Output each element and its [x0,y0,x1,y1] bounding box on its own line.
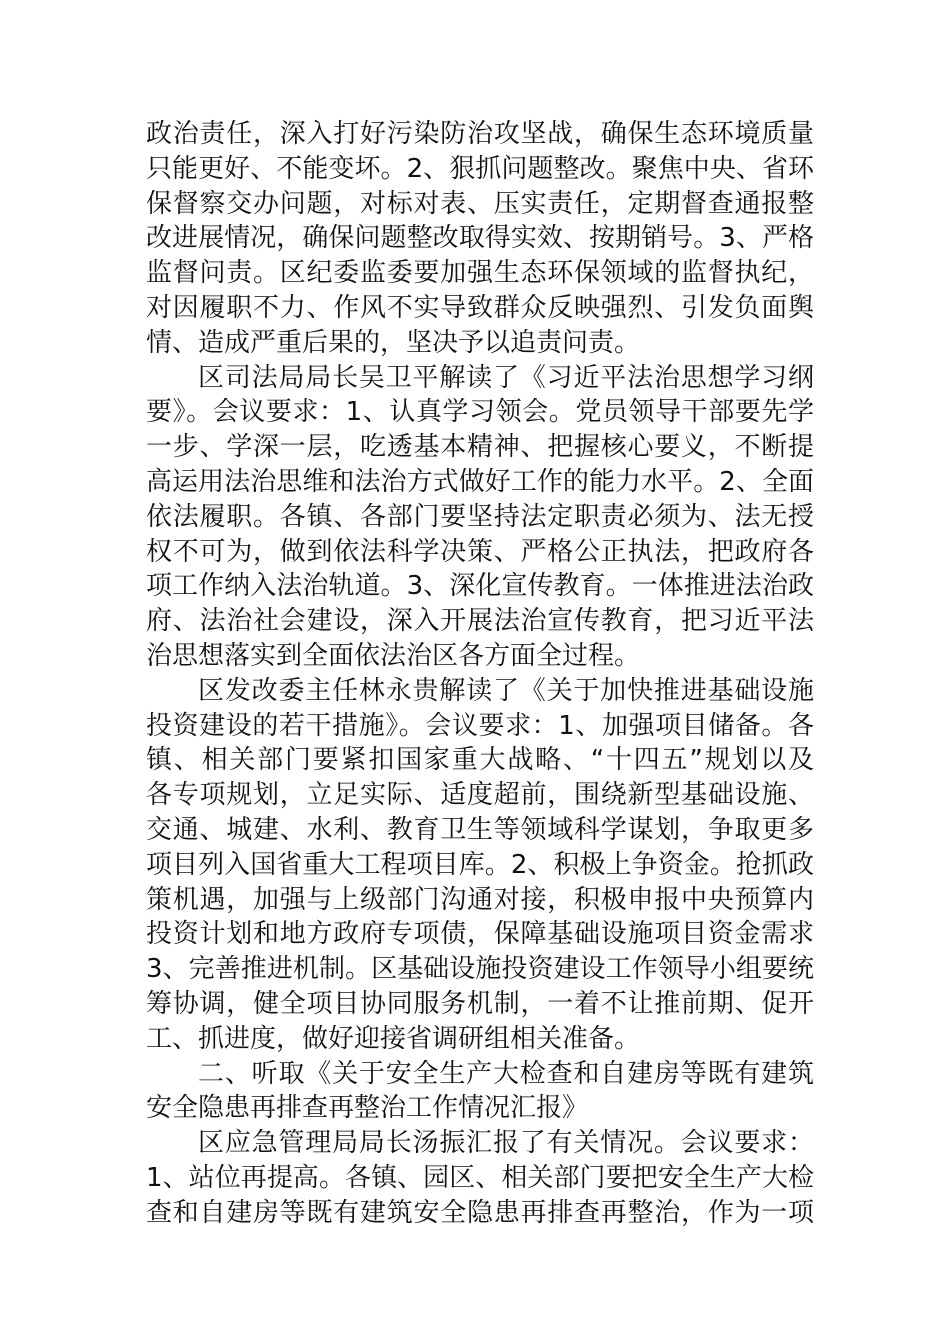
text-line: 政治责任，深入打好污染防治攻坚战，确保生态环境质量 [146,119,814,149]
text-line: 权不可为，做到依法科学决策、严格公正执法，把政府各 [146,536,814,567]
document-body [146,117,814,1231]
text-line: 府、法治社会建设，深入开展法治宣传教育，把习近平法 [146,606,814,637]
section-heading-continued: 安全隐患再排查再整治工作情况汇报》 [146,1093,589,1124]
section-heading: 二、听取《关于安全生产大检查和自建房等既有建筑 [198,1058,814,1089]
text-line: 保督察交办问题，对标对表、压实责任，定期督查通报整 [146,188,814,219]
paragraph-first-line: 区发改委主任林永贵解读了《关于加快推进基础设施 [198,675,814,706]
paragraph-first-line: 区司法局局长吴卫平解读了《习近平法治思想学习纲 [198,362,814,393]
text-line: 查和自建房等既有建筑安全隐患再排查再整治，作为一项 [146,1197,814,1228]
text-line: 监督问责。区纪委监委要加强生态环保领域的监督执纪， [146,258,814,289]
text-line: 投资计划和地方政府专项债，保障基础设施项目资金需求 [146,919,814,950]
text-line: 投资建设的若干措施》。会议要求：1、加强项目储备。各 [146,710,814,741]
text-line: 改进展情况，确保问题整改取得实效、按期销号。3、严格 [146,223,814,254]
paragraph-first-line: 区应急管理局局长汤振汇报了有关情况。会议要求： [198,1128,814,1159]
text-line: 项目列入国省重大工程项目库。2、积极上争资金。抢抓政 [146,849,814,880]
text-line: 高运用法治思维和法治方式做好工作的能力水平。2、全面 [146,466,814,497]
text-line: 要》。会议要求：1、认真学习领会。党员领导干部要先学 [146,397,814,428]
paragraph-last-line: 治思想落实到全面依法治区各方面全过程。 [146,640,641,671]
text-line: 交通、城建、水利、教育卫生等领域科学谋划，争取更多 [146,814,814,845]
text-line: 镇、相关部门要紧扣国家重大战略、“十四五”规划以及 [146,745,814,776]
paragraph-last-line: 工、抓进度，做好迎接省调研组相关准备。 [146,1023,641,1054]
text-line: 只能更好、不能变坏。2、狠抓问题整改。聚焦中央、省环 [146,153,814,184]
text-line: 对因履职不力、作风不实导致群众反映强烈、引发负面舆 [146,292,814,323]
text-line: 筹协调，健全项目协同服务机制，一着不让推前期、促开 [146,988,814,1019]
text-line: 各专项规划，立足实际、适度超前，围绕新型基础设施、 [146,780,814,811]
text-line: 一步、学深一层，吃透基本精神、把握核心要义，不断提 [146,432,814,463]
text-line: 项工作纳入法治轨道。3、深化宣传教育。一体推进法治政 [146,571,814,602]
text-line: 策机遇，加强与上级部门沟通对接，积极申报中央预算内 [146,884,814,915]
text-line: 依法履职。各镇、各部门要坚持法定职责必须为、法无授 [146,501,814,532]
text-line: 3、完善推进机制。区基础设施投资建设工作领导小组要统 [146,954,814,985]
text-line: 1、站位再提高。各镇、园区、相关部门要把安全生产大检 [146,1162,814,1193]
paragraph-last-line: 情、造成严重后果的，坚决予以追责问责。 [146,327,641,358]
